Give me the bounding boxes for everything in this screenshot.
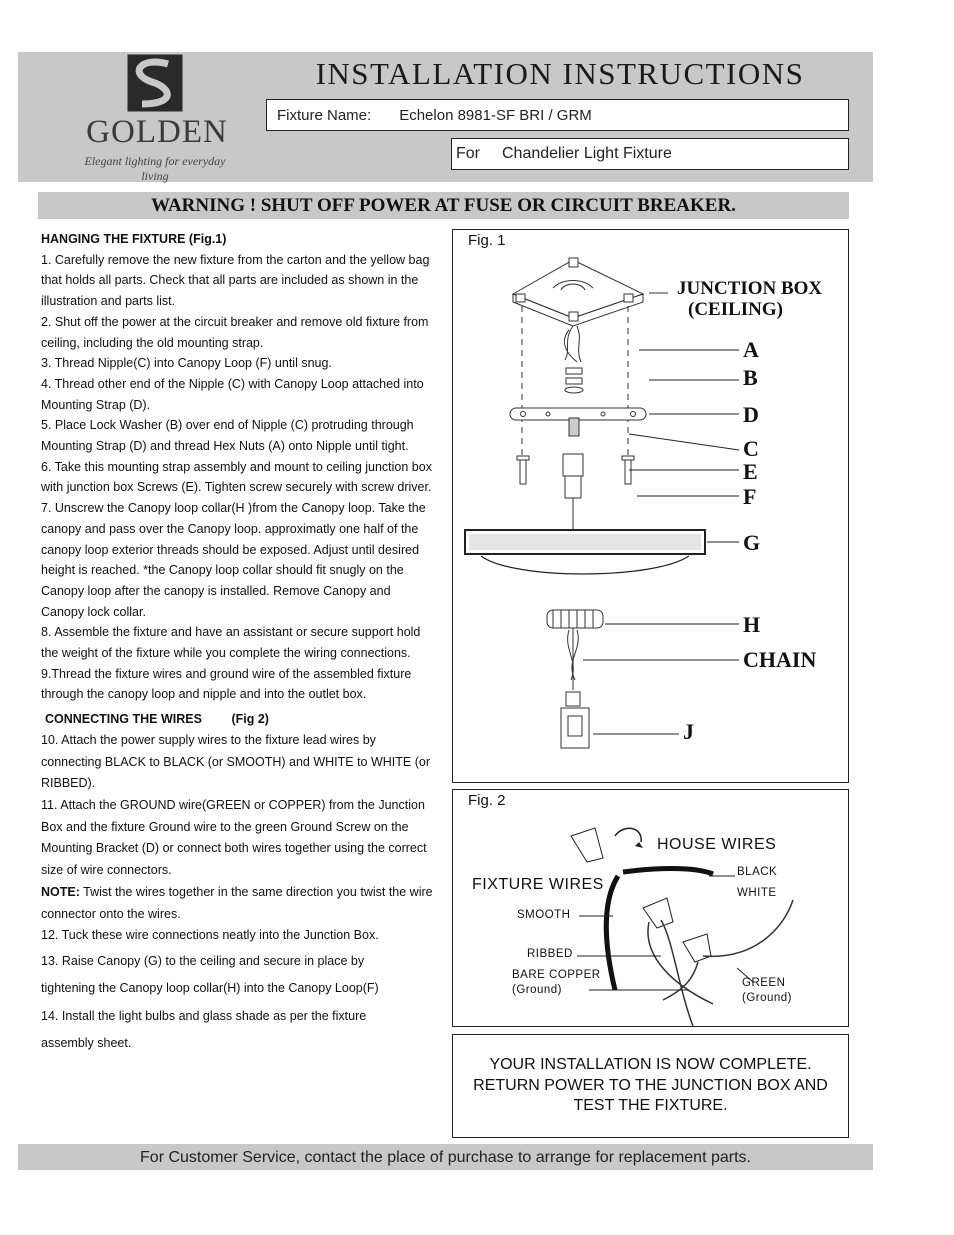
brand-name: GOLDEN — [86, 114, 228, 150]
step-14a: 14. Install the light bulbs and glass shade as per the fixture — [41, 1008, 367, 1023]
customer-service-footer: For Customer Service, contact the place of purchase to arrange for replacement parts. — [18, 1144, 873, 1170]
connecting-heading — [41, 709, 436, 730]
part-label-c: C — [743, 436, 759, 461]
ribbed-label: RIBBED — [527, 948, 573, 960]
note-text: Twist the wires together in the same direction you twist the wire connector onto the wires. — [41, 884, 433, 921]
canopy-icon — [465, 530, 705, 574]
chain-icon — [568, 628, 579, 690]
fixture-wires-label: FIXTURE WIRES — [472, 876, 604, 893]
connecting-fig-ref: (Fig 2) — [231, 712, 269, 727]
ceiling-text: (CEILING) — [688, 299, 784, 320]
bare-copper-label — [512, 968, 601, 998]
fixture-name-value: Echelon 8981-SF BRI / GRM — [399, 106, 592, 124]
bare-copper-text: BARE COPPER — [512, 969, 601, 981]
black-label: BLACK — [737, 866, 778, 878]
step-9: 9.Thread the fixture wires and ground wire of the assembled fixture through the canopy loop and nipple and into the outlet box. — [41, 666, 412, 702]
step-2: 2. Shut off the power at the circuit breaker and remove old fixture from ceiling, including the old mounting strap. — [41, 314, 429, 350]
part-label-b: B — [743, 365, 758, 390]
junction-box-text: JUNCTION BOX — [677, 278, 823, 299]
step-4: 4. Thread other end of the Nipple (C) with Canopy Loop attached into Mounting Strap (D). — [41, 376, 424, 412]
house-wires-label: HOUSE WIRES — [657, 836, 777, 853]
green-label — [742, 976, 792, 1006]
complete-line-1: YOUR INSTALLATION IS NOW COMPLETE. — [489, 1056, 812, 1073]
connecting-heading-text: CONNECTING THE WIRES — [45, 712, 202, 727]
complete-line-2: RETURN POWER TO THE JUNCTION BOX AND — [473, 1076, 828, 1094]
step-11: 11. Attach the GROUND wire(GREEN or COPPER) from the Junction Box and the fixture Ground wire to the green Ground Screw on the Mounting Bracket (D) or connect both wires together using the correct size of wire connectors. — [41, 797, 427, 878]
instructions-column — [41, 229, 436, 1058]
step-7: 7. Unscrew the Canopy loop collar(H )from the Canopy loop. Take the canopy and pass over the Canopy loop. approximatly one half of the canopy loop exterior threads should be exposed. Adjust until desired height is reached. *the Canopy loop collar should fit snugly on the Canopy loop after the canopy is installed. Remove Canopy and Canopy lock collar. — [41, 501, 426, 619]
figure-2 — [452, 789, 849, 1027]
part-label-a: A — [743, 337, 759, 362]
hex-nut-icon — [565, 368, 583, 393]
smooth-label: SMOOTH — [517, 909, 571, 921]
step-6: 6. Take this mounting strap assembly and mount to ceiling junction box with junction box Screws (E). Tighten screw securely with screw driver. — [41, 459, 432, 495]
step-13b: tightening the Canopy loop collar(H) into the Canopy Loop(F) — [41, 981, 379, 996]
for-value: Chandelier Light Fixture — [502, 145, 672, 162]
part-label-e: E — [743, 459, 758, 484]
step-12: 12. Tuck these wire connections neatly into the Junction Box. — [41, 928, 379, 943]
white-label: WHITE — [737, 887, 777, 899]
hanging-heading: HANGING THE FIXTURE (Fig.1) — [41, 232, 227, 246]
note — [41, 882, 436, 925]
part-label-f: F — [743, 484, 757, 509]
twist-arrow-icon — [615, 828, 641, 842]
step-3: 3. Thread Nipple(C) into Canopy Loop (F) until snug. — [41, 356, 332, 371]
brand-tagline: Elegant lighting for everyday living — [84, 154, 226, 183]
part-label-j: J — [683, 719, 694, 744]
brand-logo — [80, 52, 230, 183]
page-title: INSTALLATION INSTRUCTIONS — [315, 56, 805, 91]
step-8: 8. Assemble the fixture and have an assistant or secure support hold the weight of the fixture while you complete the wiring connections. — [41, 625, 421, 661]
completion-box — [452, 1034, 849, 1138]
part-label-g: G — [743, 530, 761, 555]
bare-copper-ground-text: (Ground) — [512, 984, 563, 996]
junction-box-icon — [513, 258, 643, 326]
warning-banner: WARNING ! SHUT OFF POWER AT FUSE OR CIRCUIT BREAKER. — [38, 192, 849, 219]
junction-box-label — [677, 278, 822, 320]
step-5: 5. Place Lock Washer (B) over end of Nipple (C) protruding through Mounting Strap (D) and thread Hex Nuts (A) onto Nipple until tight. — [41, 418, 414, 454]
part-label-chain: CHAIN — [743, 647, 817, 672]
fig1-label: Fig. 1 — [468, 232, 506, 249]
fixture-name-box — [266, 99, 849, 131]
step-14b: assembly sheet. — [41, 1036, 132, 1051]
green-ground-text: (Ground) — [742, 992, 793, 1004]
socket-icon — [561, 692, 589, 748]
note-label: NOTE: — [41, 884, 80, 899]
mounting-strap-icon — [510, 408, 646, 436]
fig2-label: Fig. 2 — [468, 792, 506, 809]
part-label-d: D — [743, 402, 759, 427]
part-label-h: H — [743, 612, 761, 637]
step-10: 10. Attach the power supply wires to the fixture lead wires by connecting BLACK to BLACK (or SMOOTH) and WHITE to WHITE (or RIBBED). — [41, 732, 430, 791]
for-label: For — [456, 145, 480, 162]
green-text: GREEN — [742, 977, 786, 989]
fixture-name-label: Fixture Name: — [277, 106, 372, 124]
collar-icon — [547, 610, 603, 628]
canopy-loop-icon — [563, 454, 583, 530]
step-13a: 13. Raise Canopy (G) to the ceiling and secure in place by — [41, 953, 365, 968]
for-box — [451, 138, 849, 170]
complete-line-3: TEST THE FIXTURE. — [573, 1097, 728, 1114]
figure-1 — [452, 229, 849, 783]
step-1: 1. Carefully remove the new fixture from the carton and the yellow bag that holds all parts. Check that all parts are included as shown in the illustration and parts list. — [41, 252, 430, 309]
